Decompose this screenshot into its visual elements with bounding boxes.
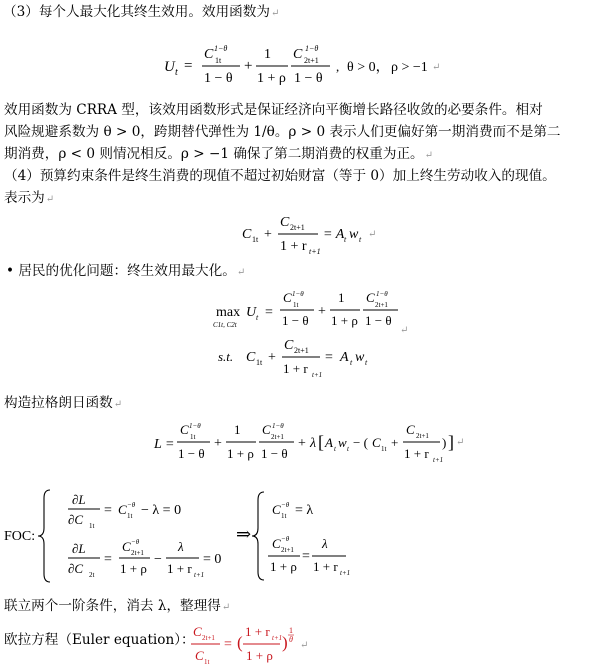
lagrange-intro: 构造拉格朗日函数↵ — [4, 395, 123, 411]
svg-text:C: C — [284, 338, 294, 353]
svg-text:1t: 1t — [215, 56, 222, 65]
svg-text:−: − — [154, 552, 162, 567]
svg-text:C: C — [372, 435, 381, 450]
svg-text:C: C — [242, 227, 252, 242]
svg-text:−θ: −θ — [281, 501, 290, 509]
svg-text:1 − θ: 1 − θ — [178, 446, 205, 461]
svg-text:C: C — [204, 47, 214, 62]
svg-text:+: + — [214, 436, 222, 451]
svg-text:= λ: = λ — [295, 503, 314, 518]
svg-text:− (: − ( — [353, 435, 368, 450]
svg-text:+: + — [298, 436, 306, 451]
svg-text:[: [ — [318, 432, 324, 452]
svg-text:1: 1 — [234, 422, 241, 437]
svg-text:1t: 1t — [381, 445, 387, 453]
svg-text:1 − θ: 1 − θ — [365, 313, 392, 328]
svg-text:∂C: ∂C — [68, 561, 84, 576]
svg-text:=: = — [302, 549, 310, 564]
svg-text:1 + r: 1 + r — [280, 239, 307, 254]
svg-text:1t: 1t — [293, 301, 299, 309]
svg-text:↵: ↵ — [432, 62, 441, 73]
svg-text:−θ: −θ — [127, 501, 136, 509]
svg-text:1: 1 — [338, 290, 345, 305]
svg-text:=: = — [224, 637, 232, 652]
svg-text:∂L: ∂L — [72, 541, 86, 556]
svg-text:1 + ρ: 1 + ρ — [331, 313, 358, 328]
svg-text:= 0: = 0 — [203, 552, 222, 567]
svg-text:t+1: t+1 — [312, 371, 323, 379]
svg-text:1 + ρ: 1 + ρ — [270, 559, 297, 574]
svg-text:C1t, C2t: C1t, C2t — [213, 321, 237, 329]
svg-text:1 − θ: 1 − θ — [294, 71, 323, 86]
svg-text:∂C: ∂C — [68, 512, 84, 527]
svg-text:t: t — [256, 313, 259, 322]
eq1-U: U — [164, 59, 175, 75]
svg-text:1 + ρ: 1 + ρ — [246, 648, 273, 663]
svg-text:+: + — [318, 304, 326, 319]
svg-text:C: C — [262, 422, 271, 437]
svg-text:1t: 1t — [252, 235, 259, 244]
svg-text:(: ( — [237, 633, 243, 652]
combine-conditions-text: 联立两个一阶条件，消去 λ，整理得↵ — [4, 598, 231, 614]
svg-text:t: t — [334, 445, 336, 453]
svg-text:C: C — [283, 290, 292, 305]
svg-text:2t+1: 2t+1 — [294, 346, 309, 355]
svg-text:↵: ↵ — [456, 437, 465, 448]
svg-text:U: U — [246, 305, 257, 320]
svg-text:↵: ↵ — [300, 640, 309, 651]
svg-text:− λ = 0: − λ = 0 — [141, 503, 182, 518]
svg-text:t+1: t+1 — [340, 569, 351, 577]
svg-text:t: t — [344, 235, 347, 244]
svg-text:t+1: t+1 — [272, 634, 283, 642]
crra-explanation: 效用函数为 CRRA 型，该效用函数形式是保证经济向平衡增长路径收敛的必要条件。相对 风险规避系数为 θ > 0，跨期替代弹性为 1/θ。ρ > 0 表示人们更偏好第一期消费而不是第二 期消费，ρ < 0 则情况相反。ρ > −1 确保了第二期消费的权重为正。↵ — [4, 102, 561, 162]
svg-text:2t: 2t — [89, 571, 95, 579]
svg-text:↵: ↵ — [368, 229, 377, 240]
svg-text:A: A — [340, 350, 349, 365]
svg-text:1 + r: 1 + r — [245, 624, 270, 639]
svg-text:1 − θ: 1 − θ — [204, 71, 233, 86]
svg-text:⇒: ⇒ — [236, 524, 252, 544]
svg-text:t: t — [175, 67, 178, 78]
svg-text:): ) — [282, 633, 288, 652]
svg-text:+: + — [264, 227, 272, 242]
svg-text:2t+1: 2t+1 — [202, 634, 215, 642]
svg-text:=: = — [104, 503, 112, 518]
svg-text:C: C — [122, 539, 131, 554]
svg-text:= A: = A — [323, 227, 345, 242]
svg-text:1 − θ: 1 − θ — [282, 313, 309, 328]
svg-text:=: = — [184, 58, 193, 74]
svg-text:1 + r: 1 + r — [283, 361, 308, 376]
svg-text:1t: 1t — [127, 512, 133, 520]
euler-equation — [188, 620, 328, 670]
svg-text:↵: ↵ — [400, 325, 409, 336]
svg-text:+: + — [244, 58, 253, 74]
svg-text:C: C — [406, 422, 415, 437]
svg-text:C: C — [272, 502, 281, 517]
svg-text:t: t — [347, 445, 349, 453]
svg-text:C: C — [366, 290, 375, 305]
svg-text:=: = — [265, 305, 273, 320]
svg-text:,: , — [336, 59, 340, 74]
svg-text:1t: 1t — [281, 512, 287, 520]
svg-text:w: w — [349, 227, 359, 242]
svg-text:∂L: ∂L — [72, 492, 86, 507]
svg-text:=: = — [325, 350, 333, 365]
svg-text:max: max — [216, 305, 241, 320]
svg-text:θ: θ — [289, 635, 293, 644]
svg-text:1−θ: 1−θ — [214, 44, 228, 53]
svg-text:1−θ: 1−θ — [376, 290, 388, 298]
svg-text:1 + ρ: 1 + ρ — [120, 561, 147, 576]
lagrangian-equation — [152, 420, 465, 470]
svg-text:+: + — [391, 435, 399, 450]
svg-text:1 + r: 1 + r — [404, 446, 429, 461]
svg-text:t+1: t+1 — [194, 571, 205, 579]
svg-text:=: = — [104, 552, 112, 567]
svg-text:1t: 1t — [204, 658, 210, 666]
svg-text:2t+1: 2t+1 — [304, 56, 319, 65]
svg-text:]: ] — [448, 432, 454, 452]
svg-text:1 + ρ: 1 + ρ — [227, 446, 254, 461]
svg-text:C: C — [118, 502, 127, 517]
svg-text:1t: 1t — [89, 522, 95, 530]
svg-text:2t+1: 2t+1 — [290, 223, 305, 232]
section-3-heading: （3）每个人最大化其终生效用。效用函数为↵ — [3, 4, 280, 20]
return-mark: ↵ — [270, 8, 280, 19]
svg-text:1 − θ: 1 − θ — [261, 446, 288, 461]
optimization-bullet: • 居民的优化问题：终生效用最大化。↵ — [6, 263, 246, 279]
svg-text:+: + — [268, 350, 276, 365]
svg-text:ρ > −1: ρ > −1 — [391, 60, 428, 75]
svg-text:t+1: t+1 — [433, 456, 444, 464]
svg-text:C: C — [193, 624, 202, 639]
optimization-problem — [210, 288, 410, 388]
svg-text:t+1: t+1 — [309, 247, 321, 256]
svg-text:A: A — [325, 435, 333, 450]
svg-text:1: 1 — [289, 626, 293, 635]
svg-text:1t: 1t — [190, 433, 196, 441]
foc-label: FOC: — [4, 529, 36, 544]
euler-label: 欧拉方程（Euler equation）： — [4, 632, 195, 648]
svg-text:1 + r: 1 + r — [167, 561, 192, 576]
svg-text:t: t — [365, 358, 368, 367]
svg-text:C: C — [180, 422, 189, 437]
svg-text:w: w — [338, 435, 347, 450]
foc-rhs-fraction — [300, 540, 360, 584]
svg-text:1−θ: 1−θ — [305, 44, 319, 53]
svg-text:1 + ρ: 1 + ρ — [257, 71, 286, 86]
svg-text:C: C — [195, 648, 204, 663]
svg-text:−θ: −θ — [281, 535, 290, 543]
svg-text:1: 1 — [264, 47, 271, 62]
svg-text:w: w — [355, 350, 365, 365]
utility-function-equation — [160, 42, 450, 88]
svg-text:λ: λ — [322, 536, 328, 551]
budget-constraint-equation — [240, 210, 390, 258]
svg-text:s.t.: s.t. — [218, 349, 234, 364]
svg-text:2t+1: 2t+1 — [131, 549, 144, 557]
svg-text:L =: L = — [154, 437, 175, 452]
svg-text:1t: 1t — [256, 358, 263, 367]
svg-text:θ > 0，: θ > 0， — [347, 60, 390, 75]
svg-text:C: C — [246, 350, 256, 365]
svg-text:λ: λ — [310, 436, 317, 451]
svg-text:t: t — [350, 358, 353, 367]
svg-text:1−θ: 1−θ — [272, 422, 284, 430]
svg-text:2t+1: 2t+1 — [271, 433, 284, 441]
svg-text:2t+1: 2t+1 — [281, 546, 294, 554]
svg-text:C: C — [293, 47, 303, 62]
svg-text:2t+1: 2t+1 — [416, 432, 429, 440]
svg-text:λ: λ — [178, 539, 184, 554]
svg-text:−θ: −θ — [131, 538, 140, 546]
svg-text:): ) — [442, 435, 447, 450]
svg-text:C: C — [280, 215, 290, 230]
svg-text:C: C — [272, 536, 281, 551]
svg-text:2t+1: 2t+1 — [375, 301, 388, 309]
section-4-text: （4）预算约束条件是终生消费的现值不超过初始财富（等于 0）加上终生劳动收入的现值。 表示为↵ — [4, 168, 556, 206]
first-order-conditions — [4, 486, 334, 586]
svg-text:1 + r: 1 + r — [313, 559, 338, 574]
svg-text:1−θ: 1−θ — [189, 422, 201, 430]
svg-text:t: t — [359, 235, 362, 244]
svg-text:1−θ: 1−θ — [292, 290, 304, 298]
